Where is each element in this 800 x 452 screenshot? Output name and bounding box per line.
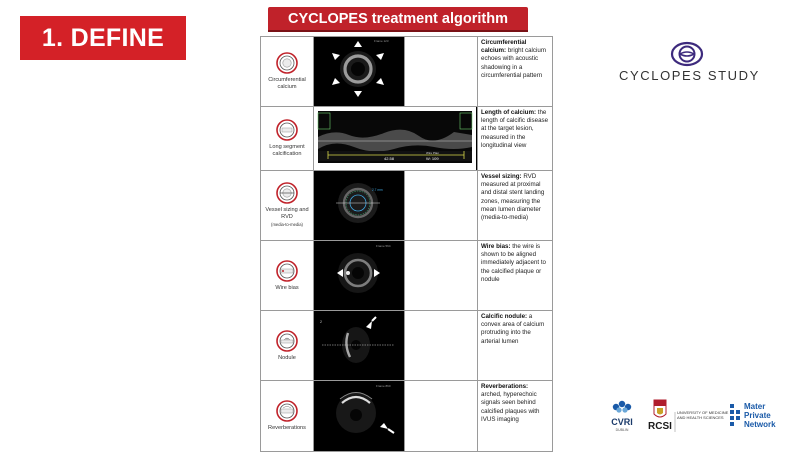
table-row [261,311,553,381]
ivus-image [314,381,405,452]
mater-line3: Network [744,420,776,429]
definition-text: Circumferential calcium: bright calcium echoes with acoustic shadowing in a circumferential pattern [478,37,553,107]
rcsi-text: RCSI [648,421,672,432]
row-label: Vessel sizing and RVD [265,207,309,220]
mater-line1: Mater [744,402,766,411]
row-label: Nodule [278,354,296,361]
frame-label: 2 [320,320,322,324]
row-label: Wire bias [275,284,299,291]
definition-term: Calcific nodule: [481,313,528,320]
nodule-icon [276,330,298,352]
table-row [261,381,553,452]
longitudinal-ivus-image [314,107,478,171]
cvri-text: CVRI [611,417,633,427]
definition-text: Calcific nodule: a convex area of calcium protruding into the arterial lumen [478,311,553,381]
rcsi-logo [646,398,732,434]
definition-term: Wire bias: [481,243,511,250]
definition-text: Vessel sizing: RVD measured at proximal and distal stent landing zones, measuring the mean lumen diameter (media-to-media) [478,171,553,241]
cvri-subtext: DUBLIN [615,428,629,432]
define-badge: 1. DEFINE [20,16,186,60]
length-measure: 42.58 [384,156,395,161]
frame-label: Frame 860 [376,384,391,388]
width-measure: W: 109 [426,156,439,161]
vessel-sizing-icon [276,182,298,204]
table-row [261,37,553,107]
row-label: Long segment calcification [269,144,305,157]
row-label: Reverberations [268,425,306,431]
definition-text: Wire bias: the wire is shown to be aligned immediately adjacent to the calcified plaque or nodule [478,241,553,311]
frame-label: Frame 123 [374,39,389,43]
ivus-image [314,241,405,311]
rcsi-university-text: UNIVERSITY OF MEDICINE AND HEALTH SCIENCES [677,411,729,420]
mater-line2: Private [744,411,771,420]
definition-term: Length of calcium: [481,109,537,116]
row-label-note: (media-to-media) [271,222,303,227]
measurement-label: 2.7 mm [372,188,383,192]
definition-term: Vessel sizing: [481,173,522,180]
reverberation-icon [276,400,298,422]
cvri-logo [602,398,642,434]
frame-label: Frame 564 [376,244,391,248]
vessel-cross-section-icon [276,52,298,74]
ivus-image [314,171,405,241]
table-row [261,241,553,311]
ivus-image [314,37,405,107]
table-row [261,171,553,241]
definition-text: Reverberations: arched, hyperechoic signals seen behind calcified plaques with IVUS imaging [478,381,553,452]
vessel-cross-section-icon [276,119,298,141]
algorithm-title: CYCLOPES treatment algorithm [268,7,528,30]
wire-bias-icon [276,260,298,282]
definition-term: Reverberations: [481,383,529,390]
study-name: CYCLOPES STUDY [619,68,760,83]
row-label: Circumferential calcium [268,77,306,90]
mater-logo [728,398,790,434]
definition-text: Length of calcium: the length of calcific disease at the target lesion, measured in the longitudinal view [478,107,553,171]
wire-marker: Wire Plan [426,151,440,155]
definition-term: Circumferential calcium: [481,39,527,55]
table-row [261,107,553,171]
ivus-image [314,311,405,381]
algorithm-table [260,36,553,452]
